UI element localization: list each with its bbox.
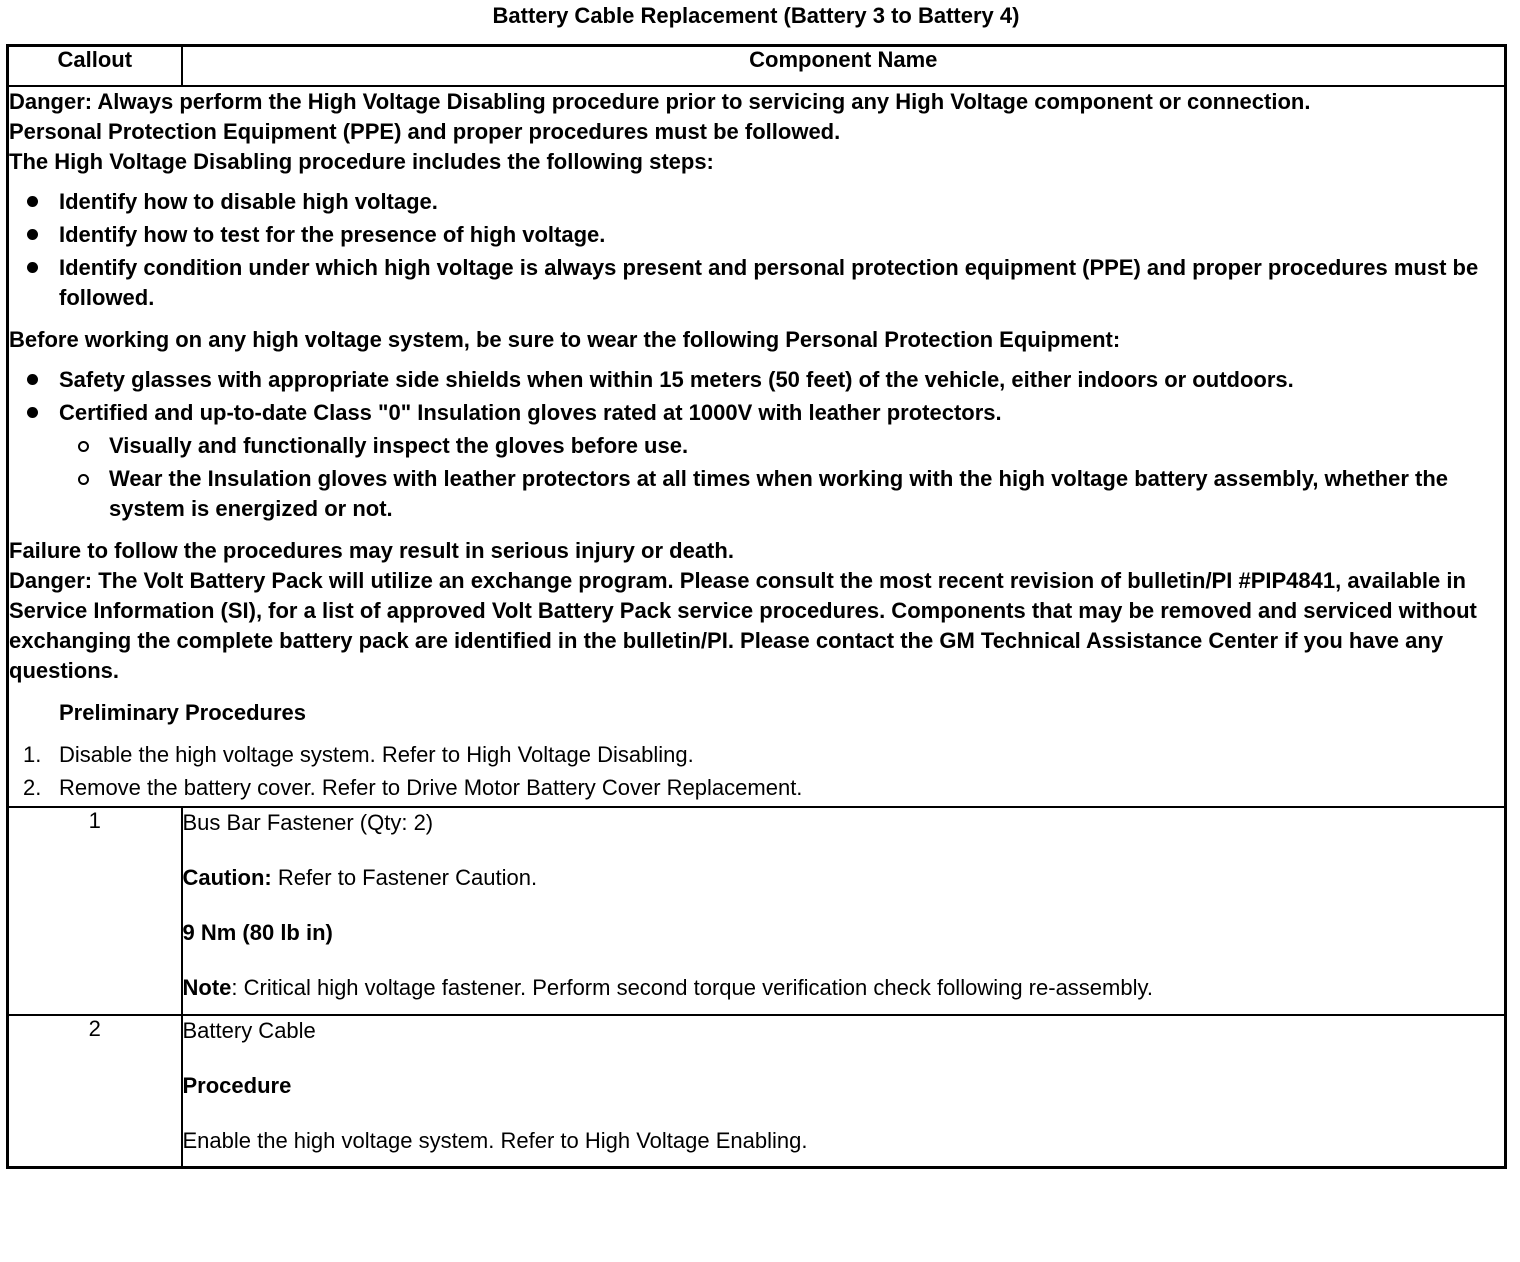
caution-text: Refer to Fastener Caution. bbox=[271, 865, 538, 890]
caution-label: Caution: bbox=[182, 865, 272, 890]
sub-list-item: Wear the Insulation gloves with leather protectors at all times when working with the high voltage battery assembly, whether the system is energized or not. bbox=[59, 464, 1504, 524]
table-row bbox=[8, 1015, 1506, 1167]
callout-number: 2 bbox=[8, 1015, 182, 1167]
ppe-intro: Before working on any high voltage system, be sure to wear the following Personal Protection Equipment: bbox=[9, 327, 1121, 352]
list-item bbox=[9, 773, 1504, 803]
list-item: Identify condition under which high voltage is always present and personal protection equipment (PPE) and proper procedures must be followed. bbox=[9, 253, 1504, 313]
ppe-item-text: Safety glasses with appropriate side shields when within 15 meters (50 feet) of the vehicle, either indoors or outdoors. bbox=[59, 367, 1294, 392]
step-number: 1. bbox=[23, 742, 42, 767]
failure-warning: Failure to follow the procedures may result in serious injury or death. bbox=[9, 538, 734, 563]
procedure-heading bbox=[183, 1071, 1505, 1101]
component-cell bbox=[182, 807, 1506, 1015]
gloves-sublist bbox=[59, 431, 1504, 524]
component-cell bbox=[182, 1015, 1506, 1167]
ppe-item-text: Certified and up-to-date Class "0" Insulation gloves rated at 1000V with leather protectors. bbox=[59, 400, 1002, 425]
page-title: Battery Cable Replacement (Battery 3 to Battery 4) bbox=[492, 3, 1020, 28]
danger-line-2: Personal Protection Equipment (PPE) and proper procedures must be followed. bbox=[9, 119, 841, 144]
torque-spec bbox=[183, 918, 1505, 948]
procedure-label: Procedure bbox=[182, 1073, 292, 1098]
step-number: 2. bbox=[23, 775, 42, 800]
table-header-row bbox=[8, 46, 1506, 87]
note-label: Note bbox=[182, 975, 232, 1000]
ppe-list bbox=[9, 365, 1504, 524]
component-table bbox=[6, 44, 1507, 1169]
preliminary-steps bbox=[9, 740, 1504, 803]
danger-notice bbox=[8, 86, 1506, 807]
danger-line-3: The High Voltage Disabling procedure includes the following steps: bbox=[9, 149, 714, 174]
component-name: Bus Bar Fastener (Qty: 2) bbox=[182, 810, 434, 835]
preliminary-procedures-title: Preliminary Procedures bbox=[59, 700, 307, 725]
step-text: Disable the high voltage system. Refer to High Voltage Disabling. bbox=[59, 742, 694, 767]
callout-number: 1 bbox=[8, 807, 182, 1015]
torque-value: 9 Nm (80 lb in) bbox=[182, 920, 333, 945]
list-item bbox=[9, 365, 1504, 395]
caution-line bbox=[183, 863, 1505, 893]
disabling-steps-list bbox=[9, 187, 1504, 313]
table-row bbox=[8, 807, 1506, 1015]
sub-list-item: Visually and functionally inspect the gloves before use. bbox=[59, 431, 1504, 461]
list-item bbox=[9, 740, 1504, 770]
step-text: Remove the battery cover. Refer to Drive Motor Battery Cover Replacement. bbox=[59, 775, 803, 800]
header-component-name: Component Name bbox=[182, 46, 1506, 87]
danger-line-1: Danger: Always perform the High Voltage Disabling procedure prior to servicing any High Voltage component or connection. bbox=[9, 89, 1311, 114]
list-item: Identify how to test for the presence of high voltage. bbox=[9, 220, 1504, 250]
procedure-text: Enable the high voltage system. Refer to High Voltage Enabling. bbox=[182, 1128, 808, 1153]
list-item: Identify how to disable high voltage. bbox=[9, 187, 1504, 217]
note-line bbox=[183, 973, 1505, 1003]
danger-row bbox=[8, 86, 1506, 807]
component-name: Battery Cable bbox=[182, 1018, 316, 1043]
volt-danger-notice: Danger: The Volt Battery Pack will utilize an exchange program. Please consult the most recent revision of bulletin/PI #PIP4841, available in Service Information (SI), for a list of approved Volt Battery Pack service procedures. Components that may be removed and serviced without exchanging the complete battery pack are identified in the bulletin/PI. Please contact the GM Technical Assistance Center if you have any questions. bbox=[9, 568, 1477, 683]
note-text: : Critical high voltage fastener. Perform second torque verification check following re-assembly. bbox=[231, 975, 1153, 1000]
list-item bbox=[9, 398, 1504, 524]
header-callout: Callout bbox=[8, 46, 182, 87]
